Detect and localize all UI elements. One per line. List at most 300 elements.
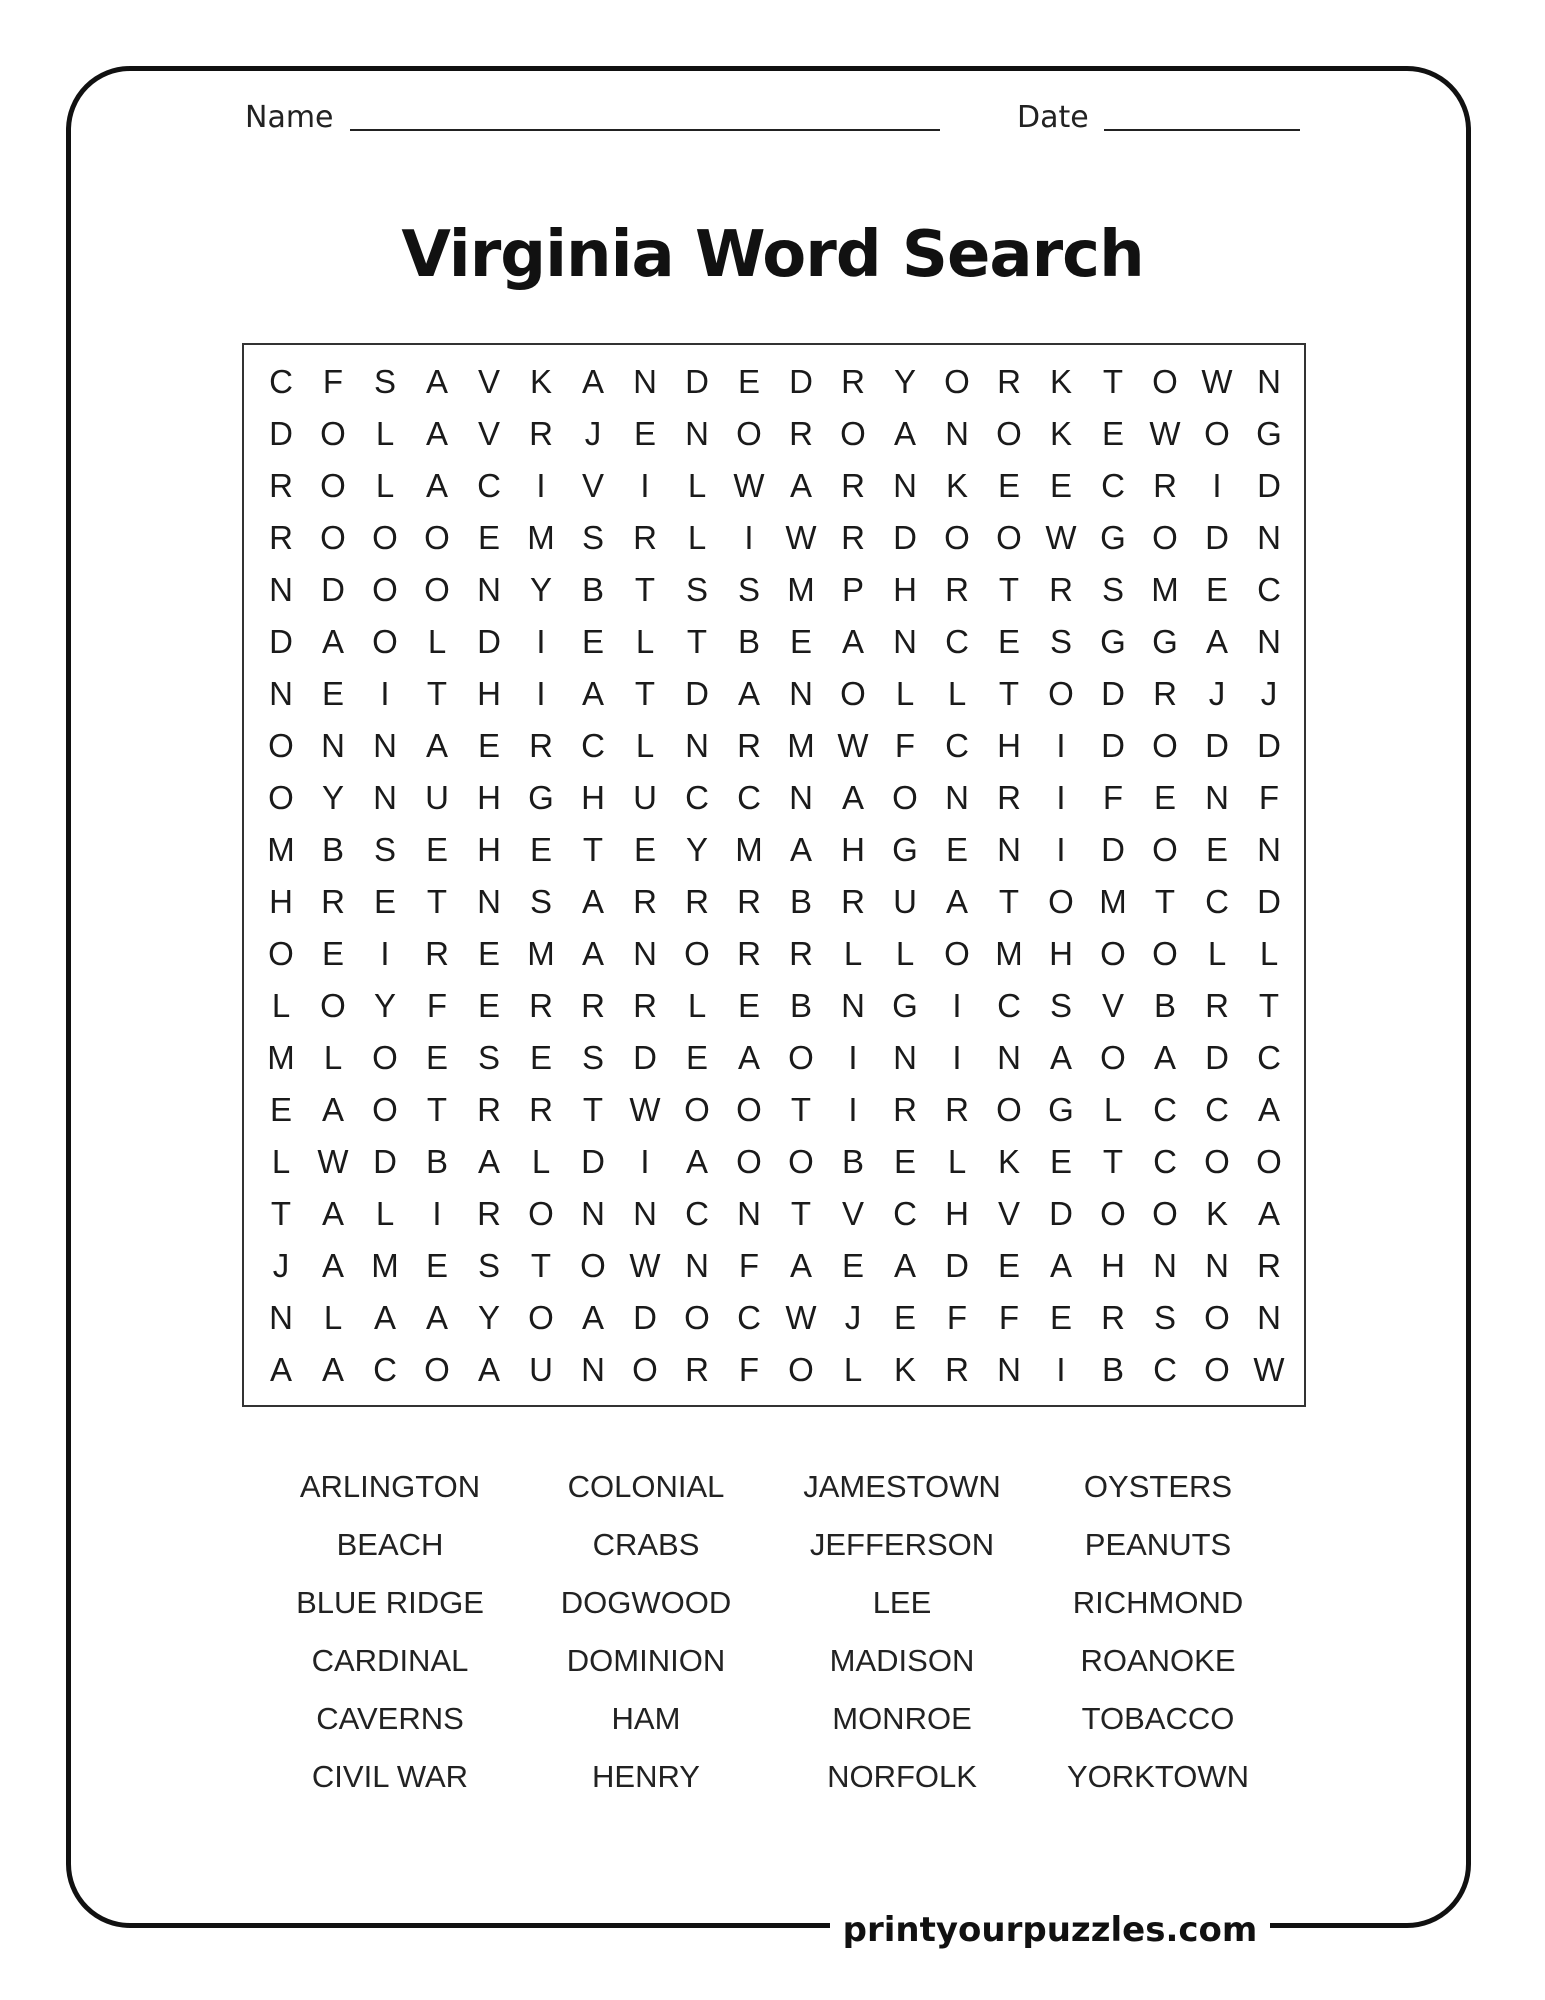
grid-letter: E <box>321 935 344 972</box>
grid-letter: N <box>633 363 657 400</box>
grid-letter: E <box>633 831 656 868</box>
grid-letter: O <box>1152 831 1178 868</box>
word-list-item: COLONIAL <box>567 1469 725 1504</box>
grid-letter: C <box>373 1351 397 1388</box>
grid-letter: T <box>530 1247 552 1284</box>
grid-letter: A <box>581 675 604 712</box>
grid-letter: T <box>1102 363 1124 400</box>
grid-letter: F <box>426 987 448 1024</box>
grid-letter: I <box>640 1143 650 1180</box>
grid-letter: F <box>998 1299 1020 1336</box>
grid-letter: N <box>633 935 657 972</box>
grid-letter: R <box>477 1195 501 1232</box>
grid-letter: O <box>684 1299 710 1336</box>
grid-letter: B <box>841 1143 864 1180</box>
grid-letter: O <box>1204 1143 1230 1180</box>
grid-letter: H <box>269 883 293 920</box>
grid-letter: M <box>527 935 555 972</box>
grid-letter: A <box>789 467 812 504</box>
grid-letter: L <box>1103 1091 1123 1128</box>
word-list-item: CIVIL WAR <box>311 1759 469 1794</box>
grid-letter: R <box>477 1091 501 1128</box>
grid-letter: G <box>1048 1091 1074 1128</box>
grid-letter: A <box>425 415 448 452</box>
grid-letter: O <box>424 1351 450 1388</box>
grid-letter: M <box>1099 883 1127 920</box>
grid-letter: I <box>380 675 390 712</box>
grid-letter: O <box>1152 935 1178 972</box>
grid-letter: N <box>269 1299 293 1336</box>
grid-letter: L <box>1259 935 1279 972</box>
grid-letter: W <box>837 727 869 764</box>
grid-letter: W <box>1045 519 1077 556</box>
grid-letter: S <box>581 1039 604 1076</box>
grid-letter: E <box>1205 831 1228 868</box>
grid-letter: A <box>893 415 916 452</box>
page-title: Virginia Word Search <box>401 218 1144 292</box>
grid-letter: E <box>737 987 760 1024</box>
grid-letter: N <box>373 727 397 764</box>
grid-letter: Y <box>529 571 552 608</box>
grid-letter: A <box>1049 1039 1072 1076</box>
word-list-item: DOMINION <box>566 1643 726 1678</box>
word-list-item: RICHMOND <box>1072 1585 1244 1620</box>
grid-letter: N <box>1205 779 1229 816</box>
grid-letter: D <box>1101 831 1125 868</box>
grid-letter: H <box>893 571 917 608</box>
word-list-item: ROANOKE <box>1080 1643 1236 1678</box>
grid-letter: L <box>375 467 395 504</box>
grid-letter: E <box>997 1247 1020 1284</box>
grid-letter: E <box>1205 571 1228 608</box>
grid-letter: R <box>269 467 293 504</box>
grid-letter: C <box>269 363 293 400</box>
grid-letter: W <box>1149 415 1181 452</box>
grid-letter: O <box>1048 675 1074 712</box>
grid-letter: O <box>1048 883 1074 920</box>
grid-letter: J <box>272 1247 290 1284</box>
grid-letter: L <box>947 1143 967 1180</box>
grid-letter: I <box>536 467 546 504</box>
grid-letter: O <box>424 571 450 608</box>
grid-letter: L <box>843 1351 863 1388</box>
grid-letter: N <box>893 1039 917 1076</box>
grid-letter: E <box>1049 1299 1072 1336</box>
grid-letter: C <box>997 987 1021 1024</box>
grid-letter: B <box>321 831 344 868</box>
grid-letter: E <box>997 467 1020 504</box>
grid-letter: O <box>632 1351 658 1388</box>
grid-letter: D <box>1205 519 1229 556</box>
grid-letter: O <box>996 1091 1022 1128</box>
grid-letter: E <box>321 675 344 712</box>
grid-letter: D <box>685 675 709 712</box>
grid-letter: N <box>841 987 865 1024</box>
grid-letter: T <box>634 571 656 608</box>
grid-letter: R <box>1257 1247 1281 1284</box>
grid-letter: O <box>268 727 294 764</box>
grid-letter: C <box>1205 1091 1229 1128</box>
grid-letter: O <box>944 935 970 972</box>
grid-letter: S <box>1153 1299 1176 1336</box>
grid-letter: G <box>892 987 918 1024</box>
grid-letter: U <box>425 779 449 816</box>
grid-letter: C <box>945 623 969 660</box>
grid-letter: N <box>321 727 345 764</box>
grid-letter: E <box>737 363 760 400</box>
grid-letter: E <box>633 415 656 452</box>
grid-letter: M <box>735 831 763 868</box>
grid-letter: V <box>997 1195 1020 1232</box>
grid-letter: S <box>737 571 760 608</box>
grid-letter: O <box>1204 1351 1230 1388</box>
grid-letter: J <box>844 1299 862 1336</box>
grid-letter: T <box>998 883 1020 920</box>
grid-letter: D <box>1205 1039 1229 1076</box>
grid-letter: R <box>893 1091 917 1128</box>
grid-letter: T <box>426 675 448 712</box>
letter-grid <box>255 356 1295 1396</box>
grid-letter: E <box>841 1247 864 1284</box>
grid-letter: G <box>1100 623 1126 660</box>
grid-letter: F <box>894 727 916 764</box>
grid-letter: E <box>1049 467 1072 504</box>
grid-letter: L <box>427 623 447 660</box>
grid-letter: O <box>1256 1143 1282 1180</box>
word-list-item: BEACH <box>336 1527 444 1562</box>
grid-letter: D <box>945 1247 969 1284</box>
grid-letter: W <box>1201 363 1233 400</box>
grid-letter: E <box>529 1039 552 1076</box>
word-list-item: CRABS <box>592 1527 700 1562</box>
date-label: Date <box>1017 100 1089 135</box>
grid-letter: R <box>945 1091 969 1128</box>
grid-letter: O <box>944 519 970 556</box>
word-list-item: JEFFERSON <box>809 1527 995 1562</box>
grid-letter: O <box>372 519 398 556</box>
grid-letter: G <box>1256 415 1282 452</box>
grid-letter: N <box>789 779 813 816</box>
grid-letter: E <box>1049 1143 1072 1180</box>
grid-letter: N <box>581 1351 605 1388</box>
grid-letter: R <box>529 987 553 1024</box>
grid-letter: A <box>321 1091 344 1128</box>
grid-letter: H <box>581 779 605 816</box>
grid-letter: M <box>527 519 555 556</box>
grid-letter: H <box>1101 1247 1125 1284</box>
grid-letter: U <box>893 883 917 920</box>
grid-letter: K <box>1049 415 1072 452</box>
grid-letter: R <box>1153 675 1177 712</box>
grid-letter: R <box>529 727 553 764</box>
grid-letter: I <box>848 1091 858 1128</box>
grid-letter: N <box>633 1195 657 1232</box>
grid-letter: N <box>789 675 813 712</box>
grid-letter: R <box>789 415 813 452</box>
grid-letter: O <box>580 1247 606 1284</box>
grid-letter: P <box>841 571 864 608</box>
grid-letter: N <box>581 1195 605 1232</box>
grid-letter: I <box>640 467 650 504</box>
grid-letter: L <box>687 519 707 556</box>
grid-letter: K <box>1049 363 1072 400</box>
grid-letter: A <box>1205 623 1228 660</box>
grid-letter: E <box>1153 779 1176 816</box>
grid-letter: D <box>1101 675 1125 712</box>
grid-letter: D <box>477 623 501 660</box>
grid-letter: N <box>997 831 1021 868</box>
grid-letter: N <box>685 415 709 452</box>
grid-letter: L <box>687 467 707 504</box>
grid-letter: N <box>373 779 397 816</box>
grid-letter: R <box>633 883 657 920</box>
grid-letter: R <box>789 935 813 972</box>
grid-letter: C <box>685 779 709 816</box>
word-list-item: MADISON <box>829 1643 975 1678</box>
grid-letter: C <box>1257 571 1281 608</box>
grid-letter: N <box>945 779 969 816</box>
grid-letter: A <box>789 1247 812 1284</box>
grid-letter: B <box>425 1143 448 1180</box>
grid-letter: O <box>372 623 398 660</box>
grid-letter: O <box>1204 1299 1230 1336</box>
name-label: Name <box>245 100 334 135</box>
grid-letter: E <box>425 1247 448 1284</box>
grid-letter: I <box>380 935 390 972</box>
grid-letter: E <box>477 935 500 972</box>
grid-letter: E <box>477 519 500 556</box>
grid-letter: T <box>270 1195 292 1232</box>
word-list <box>262 1458 1286 1806</box>
grid-letter: R <box>841 363 865 400</box>
grid-letter: E <box>373 883 396 920</box>
grid-letter: Y <box>373 987 396 1024</box>
grid-letter: D <box>633 1299 657 1336</box>
grid-letter: I <box>536 623 546 660</box>
grid-letter: B <box>581 571 604 608</box>
grid-letter: R <box>841 519 865 556</box>
grid-letter: C <box>1205 883 1229 920</box>
grid-letter: S <box>581 519 604 556</box>
grid-letter: I <box>952 1039 962 1076</box>
grid-letter: R <box>737 883 761 920</box>
grid-letter: C <box>945 727 969 764</box>
grid-letter: E <box>1101 415 1124 452</box>
grid-letter: A <box>321 623 344 660</box>
grid-letter: D <box>1205 727 1229 764</box>
grid-letter: S <box>373 363 396 400</box>
grid-letter: C <box>1153 1351 1177 1388</box>
grid-letter: M <box>267 1039 295 1076</box>
grid-letter: O <box>320 519 346 556</box>
grid-letter: N <box>269 675 293 712</box>
grid-letter: C <box>1257 1039 1281 1076</box>
grid-letter: R <box>945 1351 969 1388</box>
word-list-item: BLUE RIDGE <box>296 1585 484 1620</box>
grid-letter: R <box>1153 467 1177 504</box>
grid-letter: D <box>321 571 345 608</box>
grid-letter: T <box>1154 883 1176 920</box>
grid-letter: O <box>1100 935 1126 972</box>
grid-letter: A <box>581 363 604 400</box>
grid-letter: W <box>1253 1351 1285 1388</box>
grid-letter: F <box>322 363 344 400</box>
word-list-item: PEANUTS <box>1084 1527 1232 1562</box>
grid-letter: C <box>893 1195 917 1232</box>
grid-letter: E <box>893 1143 916 1180</box>
grid-letter: D <box>789 363 813 400</box>
grid-letter: E <box>685 1039 708 1076</box>
grid-letter: I <box>744 519 754 556</box>
grid-letter: K <box>529 363 552 400</box>
grid-letter: W <box>785 519 817 556</box>
grid-letter: N <box>1257 519 1281 556</box>
grid-letter: I <box>848 1039 858 1076</box>
grid-letter: A <box>581 883 604 920</box>
grid-letter: O <box>1152 363 1178 400</box>
grid-letter: Y <box>477 1299 500 1336</box>
name-line <box>350 129 940 131</box>
grid-letter: S <box>1049 987 1072 1024</box>
grid-letter: K <box>1205 1195 1228 1232</box>
grid-letter: R <box>685 1351 709 1388</box>
grid-letter: N <box>1257 623 1281 660</box>
grid-letter: O <box>944 363 970 400</box>
grid-letter: K <box>945 467 968 504</box>
grid-letter: R <box>529 415 553 452</box>
grid-letter: L <box>271 1143 291 1180</box>
grid-letter: O <box>1152 519 1178 556</box>
grid-letter: L <box>635 727 655 764</box>
footer-site: printyourpuzzles.com <box>842 1910 1258 1950</box>
grid-letter: S <box>685 571 708 608</box>
grid-letter: T <box>426 883 448 920</box>
grid-letter: A <box>477 1351 500 1388</box>
grid-letter: E <box>477 727 500 764</box>
grid-letter: H <box>1049 935 1073 972</box>
grid-letter: O <box>996 519 1022 556</box>
grid-letter: O <box>372 1091 398 1128</box>
grid-letter: A <box>321 1351 344 1388</box>
grid-letter: R <box>1101 1299 1125 1336</box>
grid-letter: E <box>997 623 1020 660</box>
grid-letter: E <box>893 1299 916 1336</box>
grid-letter: G <box>528 779 554 816</box>
grid-letter: N <box>997 1351 1021 1388</box>
grid-letter: B <box>789 883 812 920</box>
grid-letter: L <box>1207 935 1227 972</box>
grid-letter: V <box>477 363 500 400</box>
grid-letter: R <box>997 779 1021 816</box>
grid-letter: D <box>633 1039 657 1076</box>
grid-letter: T <box>998 571 1020 608</box>
grid-letter: A <box>893 1247 916 1284</box>
grid-letter: T <box>686 623 708 660</box>
grid-letter: D <box>1257 467 1281 504</box>
grid-letter: I <box>432 1195 442 1232</box>
grid-letter: W <box>785 1299 817 1336</box>
grid-letter: R <box>425 935 449 972</box>
grid-letter: T <box>426 1091 448 1128</box>
grid-letter: A <box>373 1299 396 1336</box>
grid-letter: O <box>684 1091 710 1128</box>
grid-letter: C <box>477 467 501 504</box>
grid-letter: R <box>737 727 761 764</box>
grid-letter: T <box>634 675 656 712</box>
grid-letter: A <box>737 675 760 712</box>
grid-letter: N <box>1257 1299 1281 1336</box>
grid-letter: V <box>581 467 604 504</box>
grid-letter: G <box>892 831 918 868</box>
grid-letter: G <box>1100 519 1126 556</box>
grid-letter: A <box>425 1299 448 1336</box>
puzzle-grid-box <box>242 343 1306 1407</box>
grid-letter: J <box>1208 675 1226 712</box>
grid-letter: O <box>424 519 450 556</box>
grid-letter: A <box>425 467 448 504</box>
grid-letter: T <box>790 1091 812 1128</box>
grid-letter: E <box>425 1039 448 1076</box>
grid-letter: L <box>375 1195 395 1232</box>
grid-letter: H <box>477 675 501 712</box>
grid-letter: N <box>269 571 293 608</box>
grid-letter: W <box>733 467 765 504</box>
grid-letter: R <box>997 363 1021 400</box>
grid-letter: O <box>1204 415 1230 452</box>
word-list-item: CARDINAL <box>311 1643 469 1678</box>
grid-letter: T <box>1258 987 1280 1024</box>
grid-letter: E <box>477 987 500 1024</box>
grid-letter: O <box>528 1195 554 1232</box>
grid-letter: M <box>787 571 815 608</box>
grid-letter: O <box>892 779 918 816</box>
grid-letter: I <box>1056 727 1066 764</box>
grid-letter: L <box>375 415 395 452</box>
grid-letter: H <box>997 727 1021 764</box>
grid-letter: A <box>1153 1039 1176 1076</box>
grid-letter: A <box>581 1299 604 1336</box>
grid-letter: O <box>268 935 294 972</box>
grid-letter: H <box>477 831 501 868</box>
grid-letter: V <box>841 1195 864 1232</box>
grid-letter: L <box>635 623 655 660</box>
grid-letter: T <box>582 831 604 868</box>
grid-letter: O <box>1100 1195 1126 1232</box>
grid-letter: H <box>841 831 865 868</box>
grid-letter: F <box>1102 779 1124 816</box>
grid-letter: O <box>736 415 762 452</box>
grid-letter: N <box>997 1039 1021 1076</box>
grid-letter: R <box>841 883 865 920</box>
grid-letter: M <box>371 1247 399 1284</box>
grid-letter: N <box>893 467 917 504</box>
grid-letter: R <box>581 987 605 1024</box>
grid-letter: I <box>1056 831 1066 868</box>
grid-letter: H <box>945 1195 969 1232</box>
grid-letter: C <box>581 727 605 764</box>
grid-letter: A <box>789 831 812 868</box>
grid-letter: D <box>1101 727 1125 764</box>
grid-letter: L <box>895 935 915 972</box>
grid-letter: O <box>788 1351 814 1388</box>
grid-letter: C <box>737 779 761 816</box>
grid-letter: R <box>633 519 657 556</box>
date-line <box>1104 129 1300 131</box>
grid-letter: F <box>946 1299 968 1336</box>
grid-letter: S <box>477 1247 500 1284</box>
grid-letter: N <box>737 1195 761 1232</box>
grid-letter: L <box>531 1143 551 1180</box>
